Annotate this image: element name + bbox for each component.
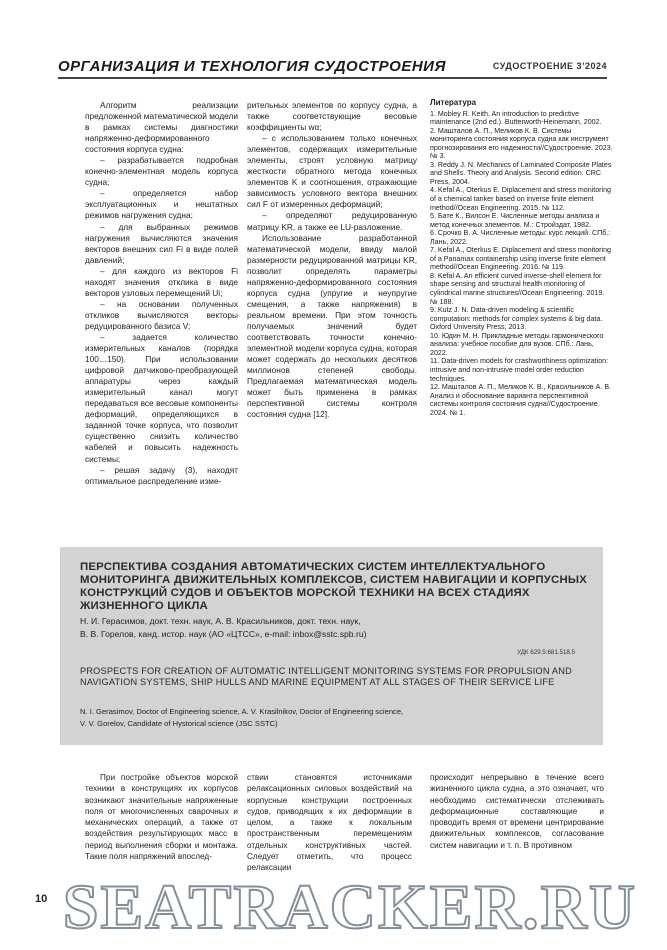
reference-item: 8. Kefal A. An efficient curved inverse-shell element for shape sensing and structural health monitoring of cylindrical marine structures//Ocean Engineering. 2019. № 188. — [430, 271, 605, 306]
article-column-1 — [85, 100, 238, 487]
watermark-text: SEATRACKER.RU — [62, 871, 638, 942]
issue-label: СУДОСТРОЕНИЕ 3’2024 — [492, 61, 607, 71]
authors-en-line-2: V. V. Gorelov, Candidate of Hystorical science (JSC SSTC) — [80, 719, 278, 728]
authors-ru-line-1: Н. И. Герасимов, докт. техн. наук, А. В. Красильников, докт. техн. наук, — [80, 616, 361, 626]
article-title-en: PROSPECTS FOR CREATION OF AUTOMATIC INTELLIGENT MONITORING SYSTEMS FOR PROPULSION AND NAVIGATION SYSTEMS, SHIP HULLS AND MARINE EQUIPMENT AT ALL STAGES OF THEIR SERVICE LIFE — [80, 666, 572, 688]
reference-item: 2. Машталов А. П., Меликов К. В. Системы мониторинга состояния корпуса судна как инструмент прогнозирования его надежности//Судостроение. 2023. № 3. — [430, 126, 613, 161]
reference-item: 3. Reddy J. N. Mechanics of Laminated Composite Plates and Shells. Theory and Analysis. Second edition. CRC Press, 2004. — [430, 160, 612, 186]
paragraph: происходит непрерывно в течение всего жизненного цикла судна, а это означает, что необходимо систематически отслеживать деформационные составляющие и проводить время от времени центрирование движительных комплексов, согласование систем навигации и т. п. В противном — [430, 773, 604, 850]
reference-item: 4. Kefal A., Oterkus E. Diplacement and stress monitoring of a chemical tanker based on inverse finite element method//Ocean Engineering. 2015. № 112. — [430, 186, 611, 212]
reference-item: 9. Kutz J. N. Data-driven modeling & scientific computation: methods for complex systems & big data. Oxford University Press, 2013. — [430, 306, 603, 332]
running-header — [58, 58, 607, 76]
references — [430, 99, 613, 417]
paragraph: Использование разработанной математической модели, ввиду малой размерности редуцированной матрицы KR, позволит определять параметры напряженно-деформированного состояния корпуса судна (упругие и неупругие смещения, а также напряжения) в реальном времени. При этом точность получаемых значений будет соответствовать точности конечно-элементной модели корпуса судна, которая может содержать до нескольких десятков миллионов степеней свободы. Предлагаемая математическая модель может быть применена в рамках перспективной системы контроля состояния судна [12]. — [247, 232, 417, 420]
paragraph: – определяется набор эксплуатационных и нештатных режимов нагружения судна; — [85, 188, 238, 221]
body-column-3 — [430, 772, 604, 851]
paragraph: Алгоритм реализации предложенной математической модели в рамках системы диагностики напряженно-деформированного состояния корпуса судна: — [85, 100, 238, 155]
reference-item: 10. Юдин М. Н. Прикладные методы гармонического анализа: учебное пособие для вузов. СПб.: Лань, 2022. — [430, 331, 604, 357]
body-column-1 — [85, 772, 238, 862]
paragraph: – задается количество измерительных каналов (порядка 100…150). При использовании цифровой датчиково-преобразующей аппаратуры через каждый измерительный канал могут передаваться все весовые компоненты деформаций, определяющихся в заданной точке корпуса, что позволит существенно снизить количество кабелей и повысить надежность системы; — [85, 331, 238, 464]
reference-item: 11. Data-driven models for crashworthiness optimization: intrusive and non-intrusive model order reduction techniques. — [430, 357, 609, 383]
paragraph: При постройке объектов морской техники в конструкциях их корпусов возникают значительные напряженные поля от многочисленных сварочных и механических операций, а также от воздействия результирующих масс в период выполнения сборки и монтажа. Такие поля напряжений впослед- — [85, 773, 238, 862]
reference-item: 1. Mobley R. Keith. An introduction to predictive maintenance (2nd ed.). Butterworth-Heinemann, 2002. — [430, 109, 602, 127]
paragraph: – для выбранных режимов нагружения вычисляются значения векторов внешних сил Fi в виде полей давлений; — [85, 221, 238, 265]
authors-en — [80, 706, 590, 730]
authors-en-line-1: N. I. Gerasimov, Doctor of Engineering science, A. V. Krasilnikov, Doctor of Engineering science, — [80, 707, 404, 716]
header-rule — [58, 77, 607, 79]
reference-item: 6. Срочко В. А. Численные методы: курс лекций. СПб.: Лань, 2022. — [430, 229, 611, 246]
body-column-2 — [247, 772, 412, 874]
reference-item: 12. Машталов А. П., Меликов К. В., Красильников А. В. Анализ и обоснование варианта перспективной системы контроля состояния судна//Судостроение. 2024. № 1. — [430, 383, 612, 417]
authors-ru-line-2: В. В. Горелов, канд. истор. наук (АО «ЦТСС», e-mail: inbox@sstc.spb.ru) — [80, 629, 367, 639]
reference-item: 5. Бате К., Вилсон Е. Численные методы анализа и метод конечных элементов. М.: Стройздат, 1982. — [430, 212, 600, 229]
paragraph: – определяют редуцированную матрицу KR, а также ее LU-разложение. — [247, 210, 417, 232]
article-title-ru: ПЕРСПЕКТИВА СОЗДАНИЯ АВТОМАТИЧЕСКИХ СИСТЕМ ИНТЕЛЛЕКТУАЛЬНОГО МОНИТОРИНГА ДВИЖИТЕЛЬНЫХ КОМПЛЕКСОВ, СИСТЕМ НАВИГАЦИИ И КОРПУСНЫХ КОНСТРУКЦИЙ СУДОВ И ОБЪЕКТОВ МОРСКОЙ ТЕХНИКИ НА ВСЕХ СТАДИЯХ ЖИЗНЕННОГО ЦИКЛА — [80, 561, 588, 612]
paragraph: рительных элементов по корпусу судна, а также соответствующие весовые коэффициенты wα; — [247, 100, 417, 133]
article-title-banner — [60, 547, 603, 745]
references-heading: Литература — [430, 98, 477, 107]
paragraph: ствии становятся источниками релаксационных силовых воздействий на корпусные конструкции построенных судов, приводящих к их деформации в целом, а также к локальным пространственным перемещениям отдельных конструктивных частей. Следует отметить, что процесс релаксации — [247, 773, 412, 873]
paragraph: – решая задачу (3), находят оптимальное распределение изме- — [85, 464, 238, 486]
section-title: ОРГАНИЗАЦИЯ И ТЕХНОЛОГИЯ СУДОСТРОЕНИЯ — [58, 58, 446, 75]
page-number: 10 — [35, 893, 48, 905]
watermark — [0, 870, 667, 950]
paragraph: – с использованием только конечных элементов, содержащих измерительные элементы, строят условную матрицу жесткости обратного метода конечных элементов K и соотношения, отражающие зависимость условного вектора внешних сил F от измеренных деформаций; — [247, 133, 417, 210]
article-column-2 — [247, 100, 417, 420]
paragraph: – разрабатывается подробная конечно-элементная модель корпуса судна; — [85, 155, 238, 188]
authors-ru — [80, 615, 590, 641]
paragraph: – для каждого из векторов Fi находят значения отклика в виде векторов узловых перемещений Ui; — [85, 265, 238, 298]
paragraph: – на основании полученных откликов вычисляются векторы редуцированного базиса V; — [85, 298, 238, 331]
reference-item: 7. Kefal A., Oterkus E. Diplacement and stress monitoring of a Panamax containership using inverse finite element method//Ocean Engineering. 2016. № 119. — [430, 246, 611, 272]
references-list — [430, 110, 613, 418]
udc-code: УДК 629.5:681.518.5 — [517, 649, 575, 656]
